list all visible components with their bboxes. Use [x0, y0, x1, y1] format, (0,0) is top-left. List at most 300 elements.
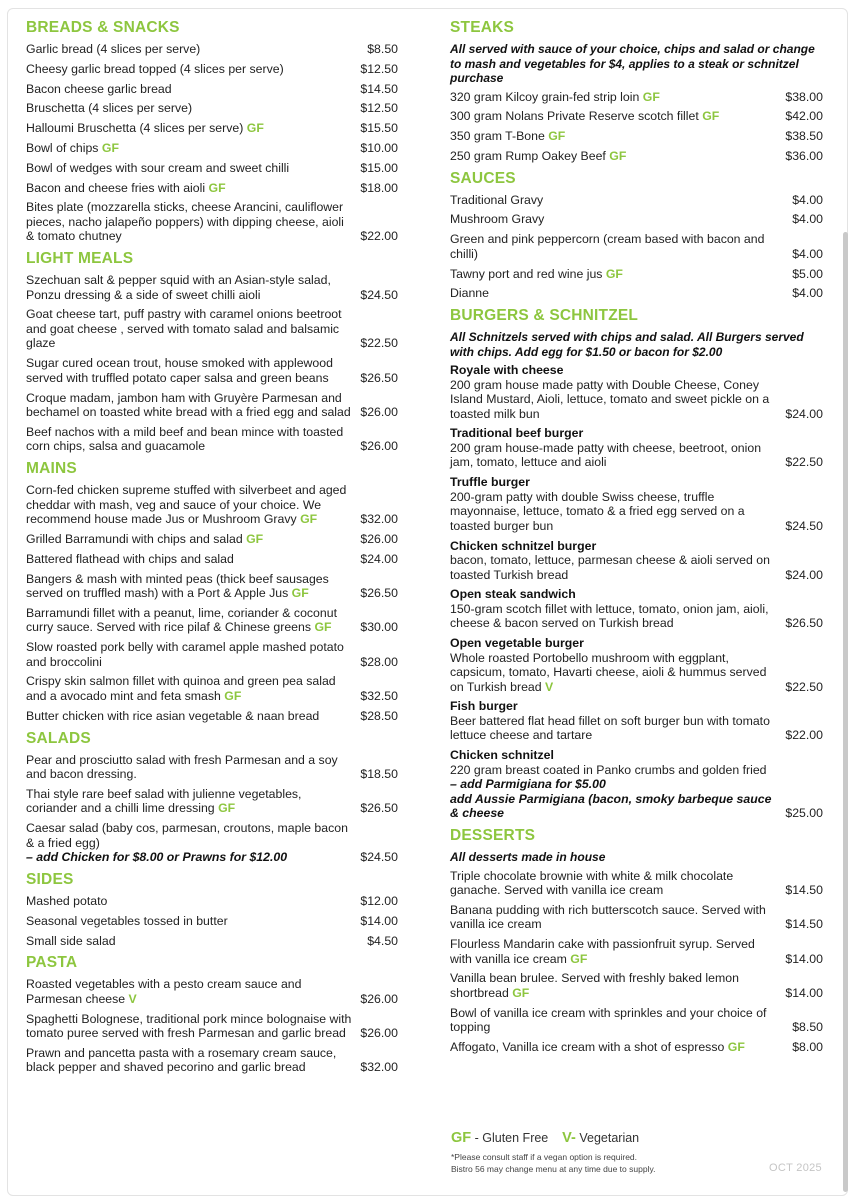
menu-item	[26, 709, 398, 724]
menu-item-body: Mushroom Gravy	[450, 212, 545, 227]
menu-item-text	[26, 200, 352, 244]
menu-item	[26, 307, 398, 351]
dietary-tag: GF	[300, 512, 318, 527]
menu-item-price: $30.00	[360, 620, 398, 635]
menu-item-price: $4.00	[792, 212, 823, 227]
menu-item-text	[26, 753, 352, 782]
menu-item	[450, 699, 823, 743]
menu-item-price: $24.00	[785, 406, 823, 421]
menu-item	[450, 286, 823, 301]
menu-item-body: Bowl of vanilla ice cream with sprinkles and your choice of topping	[450, 1005, 767, 1035]
section-breads-snacks	[26, 18, 398, 244]
dietary-tag: GF	[570, 951, 588, 966]
menu-item-name: Chicken schnitzel burger	[450, 538, 597, 553]
menu-item-addon: – add Parmigiana for $5.00	[450, 777, 606, 792]
menu-item	[26, 356, 398, 385]
dietary-tag: GF	[208, 180, 226, 195]
menu-item-description	[26, 101, 360, 116]
menu-item-description	[450, 636, 785, 694]
menu-item-text	[450, 937, 777, 966]
menu-item-name: Fish burger	[450, 699, 518, 714]
menu-item-text	[26, 572, 352, 601]
menu-item	[26, 787, 398, 816]
menu-item	[450, 937, 823, 966]
dietary-tag: GF	[512, 985, 530, 1000]
v-tag: V-	[562, 1130, 576, 1146]
menu-item	[450, 363, 823, 421]
menu-item	[26, 894, 398, 909]
menu-item-price: $15.50	[360, 121, 398, 136]
menu-item-price: $5.00	[792, 266, 823, 281]
dietary-tag: GF	[642, 89, 660, 104]
menu-item-addon: – add Chicken for $8.00 or Prawns for $12.00	[26, 850, 288, 865]
menu-item-description	[26, 82, 360, 97]
menu-item-text	[26, 391, 352, 420]
menu-item-text	[26, 82, 352, 97]
menu-item-body: Spaghetti Bolognese, traditional pork mince bolognaise with tomato puree served with fresh Parmesan and garlic bread	[26, 1011, 352, 1041]
menu-item-body: Bacon and cheese fries with aioli	[26, 180, 206, 195]
menu-item-text	[450, 1040, 784, 1055]
menu-item-body: Bangers & mash with minted peas (thick beef sausages served on truffled mash) with a Port & Apple Jus	[26, 571, 329, 601]
menu-item-price: $38.00	[785, 89, 823, 104]
menu-item-description	[26, 914, 360, 929]
dietary-legend	[451, 1130, 639, 1146]
menu-item	[450, 636, 823, 694]
menu-item-price: $26.00	[360, 1026, 398, 1041]
menu-item-text	[26, 787, 352, 816]
menu-item-description	[450, 90, 785, 105]
menu-item	[450, 90, 823, 105]
section-title: PASTA	[26, 954, 78, 972]
menu-item-text	[26, 532, 352, 547]
menu-item	[450, 1040, 823, 1055]
menu-item-description	[26, 1046, 360, 1075]
menu-item-text	[26, 674, 352, 703]
menu-item-body: Slow roasted pork belly with caramel apple mashed potato and broccolini	[26, 640, 344, 669]
menu-item-text	[26, 606, 352, 635]
menu-item-body: Thai style rare beef salad with julienne vegetables, coriander and a chilli lime dressing	[26, 786, 302, 816]
menu-item-body: Traditional Gravy	[450, 192, 544, 207]
menu-item-description	[26, 821, 360, 865]
menu-item-body: Flourless Mandarin cake with passionfruit syrup. Served with vanilla ice cream	[450, 937, 755, 966]
menu-item-text	[450, 714, 777, 743]
menu-item-description	[26, 121, 360, 136]
menu-item-body: Triple chocolate brownie with white & milk chocolate ganache. Served with vanilla ice cream	[450, 868, 734, 898]
menu-item-body: bacon, tomato, lettuce, parmesan cheese & aioli served on toasted Turkish bread	[450, 553, 770, 582]
menu-item-body: Bruschetta (4 slices per serve)	[26, 101, 193, 116]
section-desserts	[450, 826, 823, 1054]
menu-item-text	[450, 193, 784, 208]
menu-item-price: $12.50	[360, 61, 398, 76]
dietary-tag: GF	[101, 140, 119, 155]
menu-item-text	[26, 181, 352, 196]
menu-item-body: 350 gram T-Bone	[450, 129, 545, 144]
menu-item-price: $4.00	[792, 286, 823, 301]
section-title: MAINS	[26, 460, 77, 478]
menu-item-price: $24.50	[785, 518, 823, 533]
menu-item-body: Halloumi Bruschetta (4 slices per serve)	[26, 121, 244, 136]
menu-item	[26, 273, 398, 302]
menu-item-body: Vanilla bean brulee. Served with freshly baked lemon shortbread	[450, 971, 739, 1000]
dietary-tag: GF	[246, 121, 264, 136]
dietary-tag: V	[545, 679, 554, 694]
menu-item-text	[26, 1046, 352, 1075]
menu-item-description	[450, 1006, 792, 1035]
menu-item-description	[450, 1040, 792, 1055]
menu-item	[26, 1012, 398, 1041]
menu-item-price: $28.00	[360, 654, 398, 669]
menu-item	[450, 1006, 823, 1035]
menu-item-text	[450, 869, 777, 898]
menu-item-description	[26, 141, 360, 156]
menu-item-text	[26, 640, 352, 669]
menu-item-description	[26, 934, 367, 949]
section-title: LIGHT MEALS	[26, 250, 134, 268]
menu-item-body: 300 gram Nolans Private Reserve scotch fillet	[450, 109, 699, 124]
menu-item-text	[26, 62, 352, 77]
menu-item-name: Traditional beef burger	[450, 426, 584, 441]
menu-item-body: 200 gram house-made patty with cheese, beetroot, onion jam, tomato, lettuce and aioli	[450, 440, 762, 470]
menu-item	[450, 903, 823, 932]
menu-item	[450, 267, 823, 282]
menu-item-description	[26, 606, 360, 635]
menu-item-description	[26, 640, 360, 669]
menu-item-description	[26, 894, 360, 909]
menu-item	[26, 101, 398, 116]
menu-item-price: $14.50	[785, 883, 823, 898]
menu-item-description	[26, 977, 360, 1006]
menu-item-description	[26, 709, 360, 724]
section-sides	[26, 870, 398, 948]
menu-item-description	[450, 149, 785, 164]
menu-item-text	[26, 1012, 352, 1041]
section-salads	[26, 729, 398, 865]
section-steaks	[450, 18, 823, 163]
menu-item-text	[26, 483, 352, 527]
footnote-menu-change: Bistro 56 may change menu at any time due to supply.	[451, 1163, 656, 1174]
menu-item-text	[26, 161, 352, 176]
menu-item-price: $22.50	[360, 336, 398, 351]
menu-item-price: $14.50	[785, 917, 823, 932]
menu-item	[450, 129, 823, 144]
menu-item-description	[26, 62, 360, 77]
menu-item-body: Grilled Barramundi with chips and salad	[26, 531, 243, 546]
dietary-tag: GF	[727, 1040, 745, 1055]
menu-item-body: Caesar salad (baby cos, parmesan, croutons, maple bacon & a fried egg)	[26, 821, 348, 850]
footnote-vegan: *Please consult staff if a vegan option is required.	[451, 1152, 638, 1162]
menu-item-description	[450, 869, 785, 898]
menu-item-body: Dianne	[450, 286, 489, 301]
menu-item-body: 250 gram Rump Oakey Beef	[450, 148, 606, 163]
menu-item-body: Prawn and pancetta pasta with a rosemary cream sauce, black pepper and shaved pecorino and garlic bread	[26, 1045, 337, 1075]
menu-item-text	[450, 1006, 784, 1035]
menu-item-text	[450, 903, 777, 932]
menu-item	[26, 181, 398, 196]
menu-item-description	[450, 475, 785, 533]
menu-item-price: $24.00	[360, 551, 398, 566]
menu-item-body: Affogato, Vanilla ice cream with a shot of espresso	[450, 1040, 725, 1055]
menu-item-text	[450, 553, 777, 582]
menu-item	[26, 82, 398, 97]
menu-item-price: $4.50	[367, 933, 398, 948]
menu-item	[26, 161, 398, 176]
menu-item-description	[450, 587, 785, 631]
section-sauces	[450, 169, 823, 301]
menu-item	[26, 914, 398, 929]
menu-item	[26, 1046, 398, 1075]
date-stamp: OCT 2025	[769, 1162, 822, 1174]
menu-item-text	[26, 914, 352, 929]
menu-item-price: $8.00	[792, 1040, 823, 1055]
menu-item-text	[26, 141, 352, 156]
menu-item	[450, 539, 823, 583]
menu-item-body: Beer battered flat head fillet on soft burger bun with tomato lettuce cheese and tartare	[450, 713, 770, 743]
menu-item-body: Pear and prosciutto salad with fresh Parmesan and a soy and bacon dressing.	[26, 752, 338, 782]
menu-item-description	[26, 307, 360, 351]
menu-item-text	[26, 934, 359, 949]
menu-item-text	[450, 109, 777, 124]
menu-item-body: Roasted vegetables with a pesto cream sauce and Parmesan cheese	[26, 977, 302, 1006]
menu-item-description	[26, 532, 360, 547]
menu-item	[450, 426, 823, 470]
menu-item-name: Chicken schnitzel	[450, 748, 554, 763]
footnotes	[451, 1152, 655, 1175]
menu-item-description	[450, 129, 785, 144]
menu-item	[26, 606, 398, 635]
menu-item-description	[26, 483, 360, 527]
menu-item	[450, 149, 823, 164]
section-title: SIDES	[26, 870, 74, 888]
dietary-tag: GF	[218, 801, 236, 816]
menu-item-text	[450, 129, 777, 144]
gf-tag: GF	[451, 1130, 472, 1146]
menu-item-description	[26, 42, 367, 57]
menu-item	[26, 640, 398, 669]
menu-item-text	[26, 307, 352, 351]
menu-item-description	[450, 267, 792, 282]
section-title: SAUCES	[450, 169, 516, 187]
menu-item-price: $24.50	[360, 850, 398, 865]
section-title: DESSERTS	[450, 827, 536, 845]
menu-item-price: $38.50	[785, 129, 823, 144]
menu-item-text	[450, 651, 777, 695]
menu-item-price: $14.00	[785, 985, 823, 1000]
menu-item-text	[450, 490, 777, 534]
menu-item-description	[450, 937, 785, 966]
menu-item-price: $14.00	[785, 951, 823, 966]
menu-item	[450, 748, 823, 821]
dietary-tag: GF	[548, 129, 566, 144]
vertical-scrollbar[interactable]	[843, 232, 848, 1192]
menu-item-price: $26.50	[360, 370, 398, 385]
menu-item-price: $22.50	[785, 679, 823, 694]
menu-item-price: $24.00	[785, 567, 823, 582]
menu-item-price: $8.50	[792, 1020, 823, 1035]
menu-item-price: $18.50	[360, 767, 398, 782]
menu-item	[26, 391, 398, 420]
menu-item-name: Open vegetable burger	[450, 636, 584, 651]
menu-item-body: Croque madam, jambon ham with Gruyère Parmesan and bechamel on toasted white bread with a fried egg and salad	[26, 390, 351, 420]
menu-item-text	[450, 378, 777, 422]
menu-item-body: Banana pudding with rich butterscotch sauce. Served with vanilla ice cream	[450, 902, 766, 932]
menu-item-body: Corn-fed chicken supreme stuffed with silverbeet and aged cheddar with mash, veg and sauce of your choice. We recommend house made Jus or Mushroom Gravy	[26, 483, 347, 527]
menu-item-body: Beef nachos with a mild beef and bean mince with toasted corn chips, salsa and guacamole	[26, 424, 344, 454]
menu-item	[450, 475, 823, 533]
menu-item-body: Crispy skin salmon fillet with quinoa and green pea salad and a avocado mint and feta smash	[26, 674, 336, 703]
menu-item-text	[26, 356, 352, 385]
dietary-tag: V	[128, 991, 137, 1006]
menu-item-text	[450, 602, 777, 631]
menu-item-text	[26, 121, 352, 136]
menu-item-text	[450, 267, 784, 282]
menu-item-description	[26, 356, 360, 385]
menu-item-price: $15.00	[360, 160, 398, 175]
menu-item-description	[26, 753, 360, 782]
menu-item	[26, 821, 398, 865]
menu-item	[26, 934, 398, 949]
menu-item	[450, 869, 823, 898]
section-note: All desserts made in house	[450, 850, 606, 865]
menu-item-body: Green and pink peppercorn (cream based with bacon and chilli)	[450, 232, 765, 261]
dietary-tag: GF	[609, 148, 627, 163]
menu-item-description	[26, 273, 360, 302]
menu-item-body: 150-gram scotch fillet with lettuce, tomato, onion jam, aioli, cheese & bacon served on Turkish bread	[450, 601, 769, 631]
menu-item-text	[26, 273, 352, 302]
menu-item-price: $24.50	[360, 287, 398, 302]
menu-item-name: Royale with cheese	[450, 363, 564, 378]
menu-item-text	[26, 894, 352, 909]
menu-item-description	[450, 193, 792, 208]
menu-item-description	[450, 699, 785, 743]
menu-item-name: Truffle burger	[450, 475, 530, 490]
section-pasta	[26, 953, 398, 1075]
menu-item-text	[450, 763, 777, 778]
dietary-tag: GF	[314, 620, 332, 635]
menu-item-text	[26, 552, 352, 567]
menu-item-text	[26, 709, 352, 724]
menu-item-description	[450, 109, 785, 124]
menu-item-text	[26, 42, 359, 57]
menu-item	[26, 532, 398, 547]
menu-item-text	[450, 232, 784, 261]
section-title: BREADS & SNACKS	[26, 19, 180, 36]
menu-item	[26, 674, 398, 703]
menu-item-text	[26, 977, 352, 1006]
menu-item	[450, 212, 823, 227]
section-burgers-schnitzel	[450, 306, 823, 821]
menu-item-text	[450, 971, 777, 1000]
menu-item-description	[26, 674, 360, 703]
menu-item-description	[450, 971, 785, 1000]
dietary-tag: GF	[702, 109, 720, 124]
menu-item-price: $26.00	[360, 405, 398, 420]
menu-item-body: Szechuan salt & pepper squid with an Asian-style salad, Ponzu dressing & a side of sweet chilli aioli	[26, 273, 331, 302]
menu-item	[450, 587, 823, 631]
menu-item-price: $12.00	[360, 893, 398, 908]
menu-item-price: $32.50	[360, 688, 398, 703]
menu-item-price: $26.00	[360, 531, 398, 546]
menu-item-price: $26.00	[360, 991, 398, 1006]
menu-item-price: $32.00	[360, 512, 398, 527]
menu-item-price: $12.50	[360, 101, 398, 116]
menu-item-description	[450, 903, 785, 932]
v-label: Vegetarian	[579, 1131, 640, 1145]
menu-item-price: $26.50	[360, 586, 398, 601]
menu-item	[26, 42, 398, 57]
menu-item-body: Bacon cheese garlic bread	[26, 81, 172, 96]
dietary-tag: GF	[224, 688, 242, 703]
menu-item-price: $26.00	[360, 439, 398, 454]
right-column	[450, 18, 823, 1060]
menu-item-description	[26, 200, 360, 244]
menu-item-description	[26, 552, 360, 567]
section-note: All Schnitzels served with chips and salad. All Burgers served with chips. Add egg for $1.50 or bacon for $2.00	[450, 330, 804, 359]
menu-item-description	[26, 181, 360, 196]
menu-item-body: Small side salad	[26, 933, 116, 948]
section-mains	[26, 459, 398, 723]
menu-item-price: $22.00	[785, 728, 823, 743]
menu-item-description	[26, 572, 360, 601]
menu-item-price: $4.00	[792, 192, 823, 207]
menu-item	[26, 425, 398, 454]
menu-item-body: Bites plate (mozzarella sticks, cheese Arancini, cauliflower pieces, nacho jalapeño poppers) with dipping cheese, aioli & tomato chutney	[26, 200, 344, 244]
menu-item-body: Mashed potato	[26, 893, 108, 908]
menu-item-body: Bowl of chips	[26, 140, 99, 155]
menu-item-price: $22.50	[785, 455, 823, 470]
menu-item-description	[450, 286, 792, 301]
menu-item-description	[26, 425, 360, 454]
menu-item	[26, 753, 398, 782]
menu-item-description	[450, 232, 792, 261]
menu-item-body: 200 gram house made patty with Double Cheese, Coney Island Mustard, Aioli, lettuce, tomato and sweet pickle on a toasted milk bun	[450, 377, 770, 421]
menu-item-text	[450, 90, 777, 105]
menu-item-text	[26, 101, 352, 116]
menu-item-body: Butter chicken with rice asian vegetable & naan bread	[26, 708, 320, 723]
menu-item-price: $28.50	[360, 708, 398, 723]
menu-item-body: 220 gram breast coated in Panko crumbs and golden fried	[450, 762, 767, 777]
dietary-tag: GF	[246, 531, 264, 546]
menu-item	[26, 483, 398, 527]
menu-item-body: Bowl of wedges with sour cream and sweet chilli	[26, 160, 290, 175]
menu-item-text	[450, 286, 784, 301]
menu-item-text	[450, 212, 784, 227]
menu-item	[450, 971, 823, 1000]
menu-item-body: 320 gram Kilcoy grain-fed strip loin	[450, 89, 640, 104]
menu-item-name: Open steak sandwich	[450, 587, 576, 602]
menu-item-description	[450, 426, 785, 470]
menu-item-price: $14.50	[360, 81, 398, 96]
section-title: STEAKS	[450, 19, 515, 36]
menu-item-price: $26.50	[785, 616, 823, 631]
menu-item-description	[450, 363, 785, 421]
menu-item-body: Battered flathead with chips and salad	[26, 551, 234, 566]
menu-item-price: $22.00	[360, 229, 398, 244]
section-title: BURGERS & SCHNITZEL	[450, 307, 639, 325]
dietary-tag: GF	[291, 586, 309, 601]
menu-item-price: $14.00	[360, 913, 398, 928]
menu-item	[26, 200, 398, 244]
gf-label: - Gluten Free	[474, 1131, 549, 1145]
menu-item-price: $8.50	[367, 42, 398, 56]
menu-item-text	[26, 425, 352, 454]
menu-item-description	[26, 787, 360, 816]
menu-item-text	[26, 821, 352, 850]
menu-item-text	[450, 149, 777, 164]
menu-item-price: $36.00	[785, 148, 823, 163]
menu-item-description	[26, 1012, 360, 1041]
left-column	[26, 18, 398, 1080]
menu-item-body: Cheesy garlic bread topped (4 slices per serve)	[26, 61, 284, 76]
